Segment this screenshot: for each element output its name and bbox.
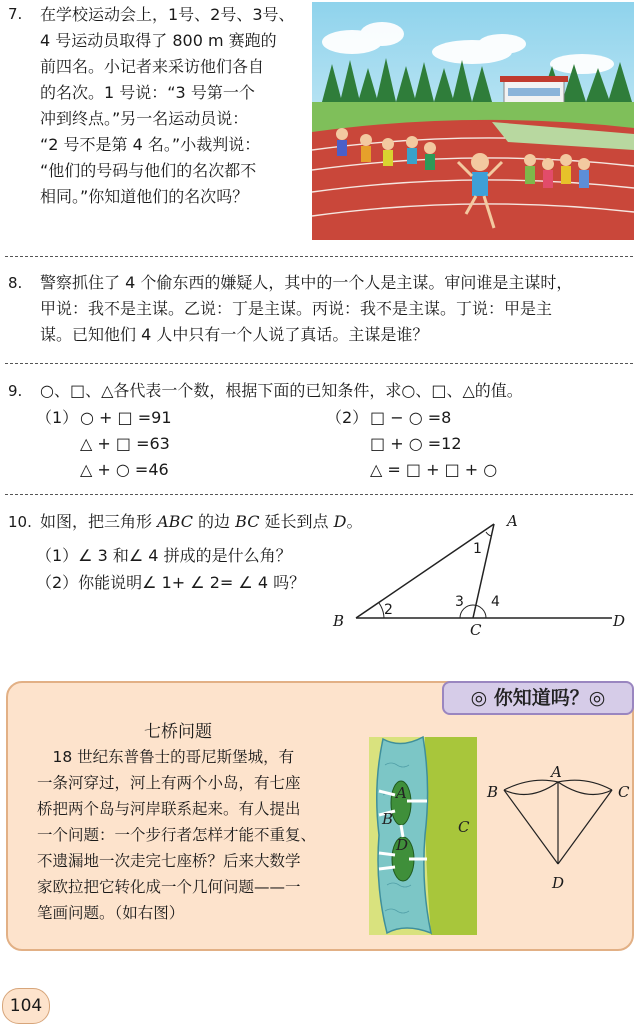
- equation: △ + □ =63: [80, 434, 170, 453]
- q7-line: “他们的号码与他们的名次都不: [40, 161, 257, 180]
- page-number: 104: [2, 988, 50, 1024]
- graph-label-b: B: [487, 783, 499, 801]
- q9-number: 9.: [8, 382, 23, 400]
- q10-intro-part: 延长到点: [259, 512, 334, 531]
- equation: □ − ○ =8: [370, 408, 452, 427]
- q10-sub2: （2）你能说明∠ 1+ ∠ 2= ∠ 4 吗？: [36, 573, 306, 592]
- label-d: D: [613, 612, 626, 630]
- q10-intro: [40, 509, 362, 535]
- q9-intro: ○、□、△各代表一个数，根据下面的已知条件，求○、□、△的值。: [40, 381, 523, 400]
- graph-label-a: A: [551, 763, 562, 781]
- angle-2-label: 2: [384, 602, 393, 618]
- q8-line: 谋。已知他们 4 人中只有一个人说了真话。主谋是谁？: [40, 325, 429, 344]
- race-illustration: [312, 2, 634, 240]
- q7-line: 4 号运动员取得了 800 m 赛跑的: [40, 31, 277, 50]
- sidebar-line: 笔画问题。（如右图）: [37, 904, 185, 922]
- q7-line: 的名次。1 号说：“3 号第一个: [40, 83, 255, 102]
- map-label-a: A: [396, 784, 407, 802]
- sidebar-title: 七桥问题: [144, 722, 212, 742]
- map-label-c: C: [458, 818, 470, 836]
- q10-intro-part: ABC: [157, 512, 193, 531]
- q8-line: 警察抓住了 4 个偷东西的嫌疑人，其中的一个人是主谋。审问谁是主谋时，: [40, 273, 573, 292]
- sidebar-line: 18 世纪东普鲁士的哥尼斯堡城，有: [37, 748, 295, 766]
- q10-intro-part: 。: [346, 512, 363, 531]
- sidebar-line: 桥把两个岛与河岸联系起来。有人提出: [37, 800, 301, 818]
- sidebar-line: 一个问题：一个步行者怎样才能不重复、: [37, 826, 317, 844]
- angle-4-label: 4: [491, 594, 500, 610]
- did-you-know-badge: ◎ 你知道吗？◎: [442, 681, 634, 715]
- graph-label-d: D: [552, 874, 565, 892]
- equation: □ + ○ =12: [370, 434, 462, 453]
- q9-part1-label: （1）: [36, 408, 79, 427]
- graph-label-c: C: [618, 783, 630, 801]
- seven-bridges-map: [365, 735, 481, 937]
- q7-text: [40, 2, 295, 210]
- equation: △ + ○ =46: [80, 460, 169, 479]
- q10-intro-part: BC: [235, 512, 260, 531]
- q10-intro-part: D: [333, 512, 347, 531]
- q9-part2: [370, 405, 497, 483]
- q10-number: 10.: [8, 513, 32, 531]
- angle-1-label: 1: [473, 541, 482, 557]
- q7-line: 前四名。小记者来采访他们各自: [40, 57, 265, 76]
- q9-part1: [80, 405, 172, 483]
- q7-line: “2 号不是第 4 名。”小裁判说：: [40, 135, 261, 154]
- q10-intro-part: 的边: [192, 512, 236, 531]
- separator: [5, 256, 633, 257]
- label-b: B: [333, 612, 345, 630]
- separator: [5, 363, 633, 364]
- map-label-b: B: [382, 810, 394, 828]
- label-c: C: [470, 621, 482, 639]
- equation: ○ + □ =91: [80, 408, 172, 427]
- equation: △ = □ + □ + ○: [370, 460, 498, 479]
- map-label-d: D: [396, 836, 409, 854]
- q10-intro-part: 如图，把三角形: [40, 512, 158, 531]
- sidebar-line: 一条河穿过，河上有两个小岛，有七座: [37, 774, 301, 792]
- q7-line: 冲到终点。”另一名运动员说：: [40, 109, 249, 128]
- sidebar-line: 家欧拉把它转化成一个几何问题——一: [37, 878, 301, 896]
- q8-number: 8.: [8, 274, 23, 292]
- euler-graph: [496, 768, 626, 884]
- sidebar-line: 不遗漏地一次走完七座桥？后来大数学: [37, 852, 301, 870]
- angle-3-label: 3: [455, 594, 464, 610]
- q7-number: 7.: [8, 5, 23, 23]
- q10-sub1: （1）∠ 3 和∠ 4 拼成的是什么角？: [36, 546, 292, 565]
- separator: [5, 494, 633, 495]
- label-a: A: [507, 512, 518, 530]
- q7-line: 在学校运动会上，1号、2号、3号、: [40, 5, 295, 24]
- q7-line: 相同。”你知道他们的名次吗？: [40, 187, 249, 206]
- q8-line: 甲说：我不是主谋。乙说：丁是主谋。丙说：我不是主谋。丁说：甲是主: [40, 299, 553, 318]
- q9-part2-label: （2）: [326, 408, 369, 427]
- q8-text: [40, 270, 572, 348]
